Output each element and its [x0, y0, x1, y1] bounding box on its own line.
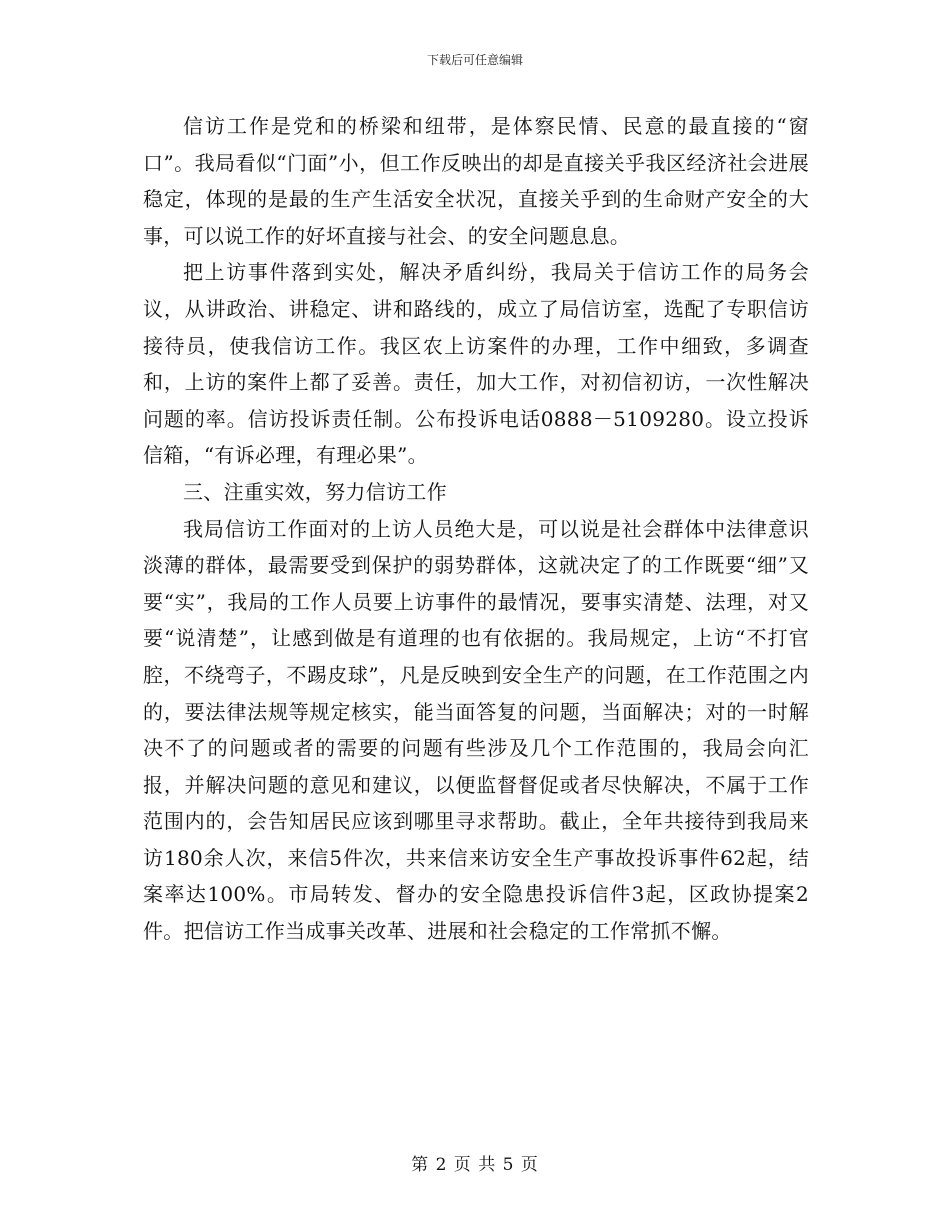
paragraph-practical-results: 我局信访工作面对的上访人员绝大是，可以说是社会群体中法律意识淡薄的群体，最需要受到保护的弱势群体，这就决定了的工作既要“细”又要“实”，我局的工作人员要上访事件的最情况，要事实清楚、法理，对又要“说清楚”，让感到做是有道理的也有依据的。我局规定，上访“不打官腔，不绕弯子，不踢皮球”，凡是反映到安全生产的问题，在工作范围之内的，要法律法规等规定核实，能当面答复的问题，当面解决；对的一时解决不了的问题或者的需要的问题有些涉及几个工作范围的，我局会向汇报，并解决问题的意见和建议，以便监督督促或者尽快解决，不属于工作范围内的，会告知居民应该到哪里寻求帮助。截止，全年共接待到我局来访180余人次，来信5件次，共来信来访安全生产事故投诉事件62起，结案率达100%。市局转发、督办的安全隐患投诉信件3起，区政协提案2 件。把信访工作当成事关改革、进展和社会稳定的工作常抓不懈。: [143, 516, 809, 944]
document-body: [143, 108, 809, 950]
section-heading-3: 三、注重实效，努力信访工作: [183, 479, 447, 504]
paragraph-petition-handling: 把上访事件落到实处，解决矛盾纠纷，我局关于信访工作的局务会议，从讲政治、讲稳定、讲和路线的，成立了局信访室，选配了专职信访接待员，使我信访工作。我区农上访案件的办理，工作中细致，多调查和，上访的案件上都了妥善。责任，加大工作，对初信初访，一次性解决问题的率。信访投诉责任制。公布投诉电话0888－5109280。设立投诉信箱，“有诉必理，有理必果”。: [143, 260, 809, 468]
paragraph-petition-role: 信访工作是党和的桥梁和纽带，是体察民情、民意的最直接的“窗口”。我局看似“门面”小，但工作反映出的却是直接关乎我区经济社会进展稳定，体现的是最的生产生活安全状况，直接关乎到的生命财产安全的大事，可以说工作的好坏直接与社会、的安全问题息息。: [143, 114, 809, 248]
page-number: 第 2 页 共 5 页: [411, 1155, 539, 1175]
page-header-note: 下载后可任意编辑: [426, 53, 523, 67]
